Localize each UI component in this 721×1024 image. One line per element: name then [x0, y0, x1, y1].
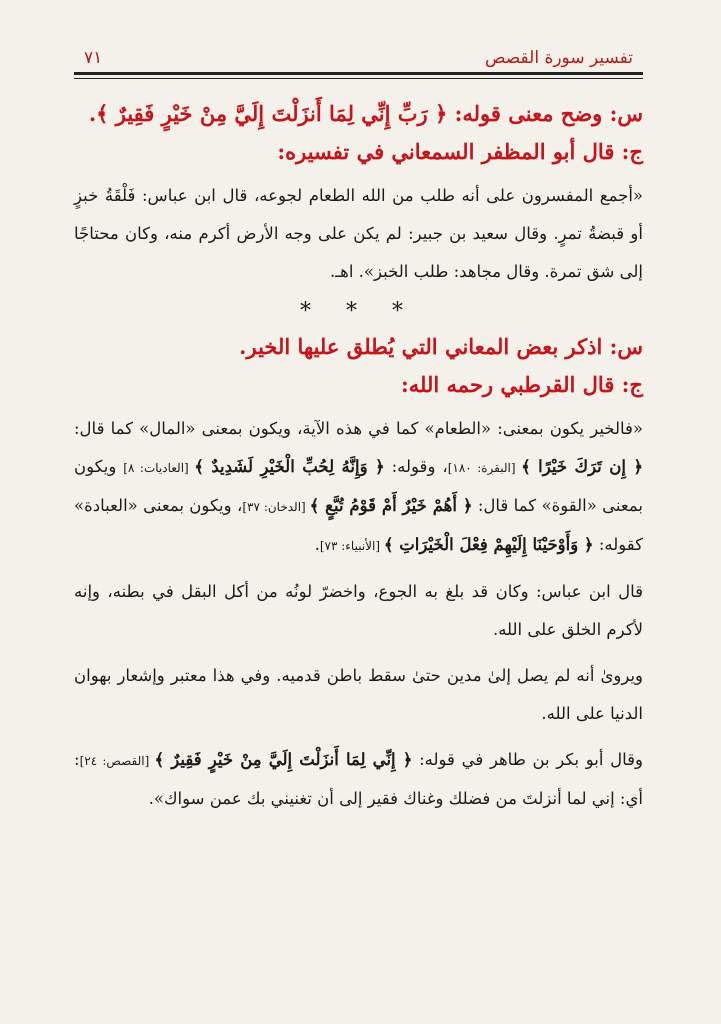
paragraph-text: . — [314, 535, 320, 554]
page-header — [74, 48, 643, 72]
paragraph-text: ، وقوله: — [384, 457, 448, 476]
paragraph-text: : أي: إني لما أنزلتَ من فضلك وغناك فقير إلى أن تغنيني بك عمن سواك». — [74, 750, 643, 808]
answer-2-paragraph-2: قال ابن عباس: وكان قد بلغ به الجوع، واخضرّ لونُه من أكل البقل في بطنه، وإنه لأكرم الخلق على الله. — [74, 582, 643, 639]
paragraph-text: وقال أبو بكر بن طاهر في قوله: — [412, 750, 643, 769]
answer-2-paragraph-4 — [74, 741, 643, 818]
page-number: ٧١ — [84, 48, 103, 68]
verse-reference: [القصص: ٢٤] — [79, 754, 155, 768]
answer-2-paragraph-3: ويروىٰ أنه لم يصل إلىٰ مدين حتىٰ سقط باطن قدميه. وفي هذا معتبر وإشعار بهوان الدنيا على الله. — [74, 666, 643, 723]
paragraph-text: ويكون بمعنى «القوة» كما قال: — [74, 457, 643, 515]
header-rule-thick — [74, 72, 643, 75]
running-title: تفسير سورة القصص — [484, 48, 633, 68]
paragraph-text: ، ويكون بمعنى «العبادة» كقوله: — [74, 496, 643, 554]
question-2: س: اذكر بعض المعاني التي يُطلق عليها الخير. — [239, 334, 643, 359]
quran-verse: ﴿ وَأَوْحَيْنَا إِلَيْهِمْ فِعْلَ الْخَيْرَاتِ ﴾ — [383, 535, 594, 554]
answer-2-heading: ج: قال القرطبي رحمه الله: — [401, 372, 643, 397]
verse-reference: [الأنبياء: ٧٣] — [319, 539, 384, 553]
verse-reference: [الدخان: ٣٧] — [242, 500, 310, 514]
section-separator: * * * — [300, 299, 417, 324]
verse-reference: [العاديات: ٨] — [123, 461, 195, 475]
quran-verse: ﴿ إِنِّي لِمَا أَنزَلْتَ إِلَيَّ مِنْ خَيْرٍ فَقِيرٌ ﴾ — [154, 750, 413, 769]
quran-verse: ﴿ وَإِنَّهُ لِحُبِّ الْخَيْرِ لَشَدِيدٌ ﴾ — [194, 457, 385, 476]
paragraph-text: «فالخير يكون بمعنى: «الطعام» كما في هذه الآية، ويكون بمعنى «المال» كما قال: — [74, 419, 643, 438]
verse-reference: [البقرة: ١٨٠] — [447, 461, 522, 475]
answer-2-paragraph-1 — [74, 410, 643, 565]
answer-1-heading: ج: قال أبو المظفر السمعاني في تفسيره: — [277, 139, 643, 164]
answer-1-text: «أجمع المفسرون على أنه طلب من الله الطعام لجوعه، قال ابن عباس: فَلْقَةُ خبزٍ أو قبضةُ تمرٍ. وقال سعيد بن جبير: لم يكن على وجه الأرض أكرم منه، وكان محتاجًا إلى شق تمرة. وقال مجاهد: طلب الخبز». اهـ. — [74, 186, 643, 281]
question-1: س: وضح معنى قوله: ﴿ رَبِّ إِنِّي لِمَا أَنزَلْتَ إِلَيَّ مِنْ خَيْرٍ فَقِيرٌ ﴾. — [88, 101, 643, 126]
header-rule-thin — [74, 78, 643, 79]
quran-verse: ﴿ أَهُمْ خَيْرٌ أَمْ قَوْمُ تُبَّعٍ ﴾ — [309, 496, 473, 515]
quran-verse: ﴿ إِن تَرَكَ خَيْرًا ﴾ — [521, 457, 644, 476]
